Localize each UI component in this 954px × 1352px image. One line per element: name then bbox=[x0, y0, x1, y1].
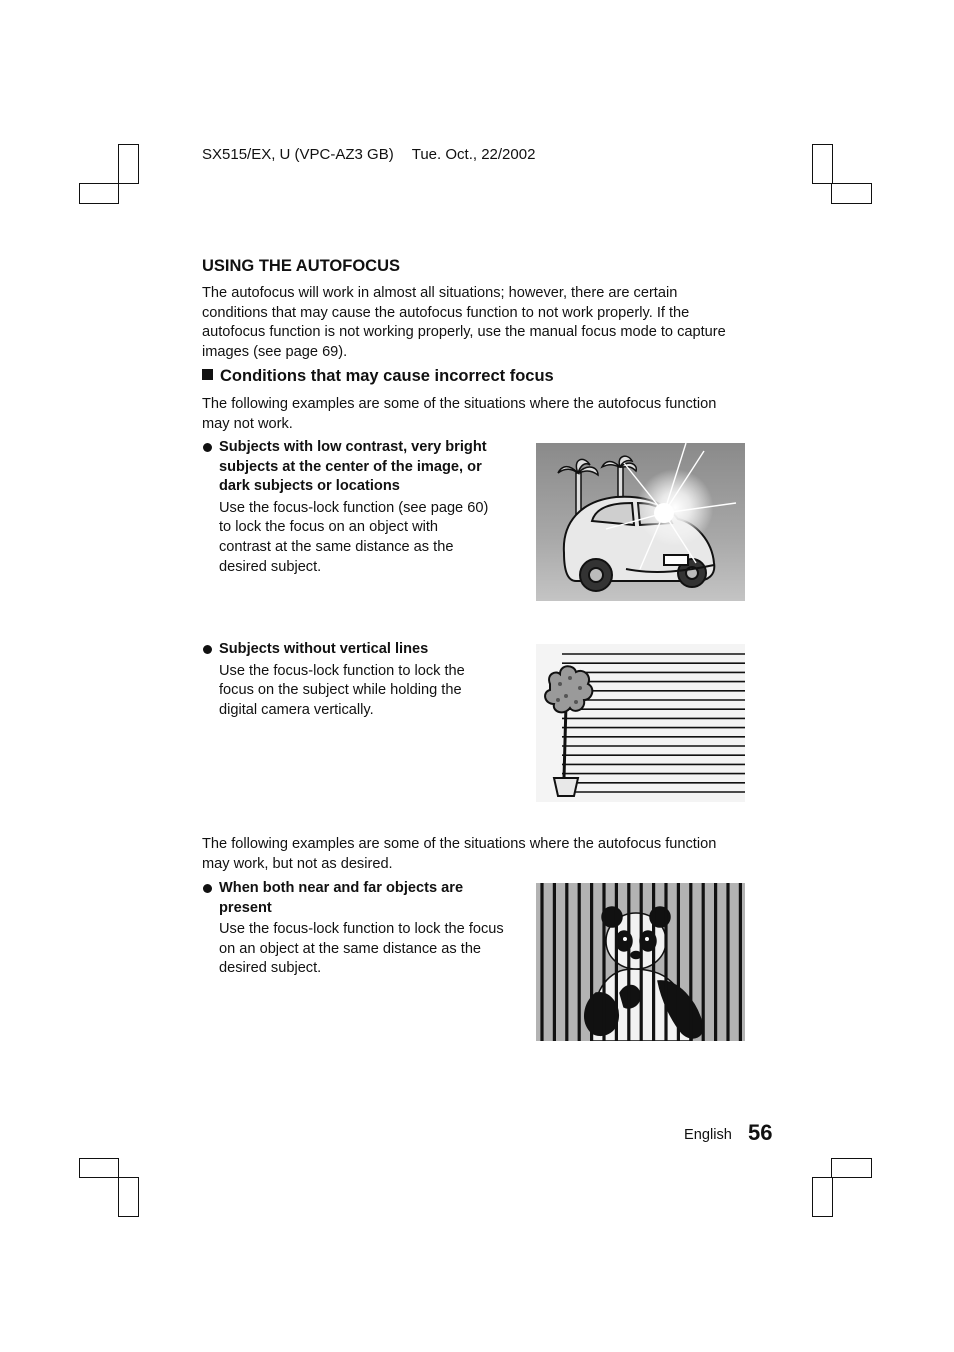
crop-mark bbox=[831, 183, 872, 204]
stripes-figure bbox=[536, 644, 745, 802]
panda-bars-icon bbox=[536, 883, 745, 1041]
lead-paragraph-1: The following examples are some of the situations where the autofocus function may not work. bbox=[202, 396, 717, 432]
section-title: USING THE AUTOFOCUS bbox=[202, 257, 401, 275]
item-body: Use the focus-lock function to lock the focus on the subject while holding the digital camera vertically. bbox=[219, 662, 465, 718]
bullet-icon bbox=[203, 884, 212, 893]
horizontal-lines-icon bbox=[536, 644, 745, 802]
header-date: Tue. Oct., 22/2002 bbox=[411, 146, 536, 163]
item-heading: When both near and far objects are present bbox=[219, 880, 464, 916]
crop-mark bbox=[79, 183, 119, 204]
footer-language: English bbox=[684, 1127, 732, 1143]
page-number: 56 bbox=[748, 1120, 773, 1145]
item-heading: Subjects with low contrast, very bright subjects at the center of the image, or dark subjects or locations bbox=[219, 439, 487, 495]
crop-mark bbox=[118, 1177, 139, 1217]
print-header bbox=[202, 146, 535, 163]
panda-figure bbox=[536, 883, 745, 1041]
list-item bbox=[203, 438, 515, 577]
crop-mark bbox=[812, 1177, 833, 1217]
crop-mark bbox=[812, 144, 833, 184]
list-item bbox=[203, 640, 515, 720]
subsection-title-text: Conditions that may cause incorrect focus bbox=[220, 367, 554, 385]
crop-mark bbox=[79, 1158, 119, 1178]
lead-paragraph-2: The following examples are some of the situations where the autofocus function may work, but not as desired. bbox=[202, 836, 717, 872]
subsection-title bbox=[202, 367, 554, 386]
crop-mark bbox=[118, 144, 139, 184]
header-model: SX515/EX, U (VPC-AZ3 GB) bbox=[202, 146, 394, 163]
item-body: Use the focus-lock function (see page 60) to lock the focus on an object with contrast at the same distance as the desired subject. bbox=[219, 499, 489, 575]
car-bright-glare-icon bbox=[536, 443, 745, 601]
car-figure bbox=[536, 443, 745, 601]
bullet-icon bbox=[203, 443, 212, 452]
item-body: Use the focus-lock function to lock the focus on an object at the same distance as the desired subject. bbox=[219, 921, 504, 977]
square-bullet-icon bbox=[202, 369, 213, 380]
crop-mark bbox=[831, 1158, 872, 1178]
list-item bbox=[203, 879, 515, 979]
intro-paragraph: The autofocus will work in almost all situations; however, there are certain conditions that may cause the autofocus function to not work properly. If the autofocus function is not working properly, use the manual focus mode to capture images (see page 69). bbox=[202, 285, 726, 360]
bullet-icon bbox=[203, 645, 212, 654]
item-heading: Subjects without vertical lines bbox=[219, 641, 429, 657]
